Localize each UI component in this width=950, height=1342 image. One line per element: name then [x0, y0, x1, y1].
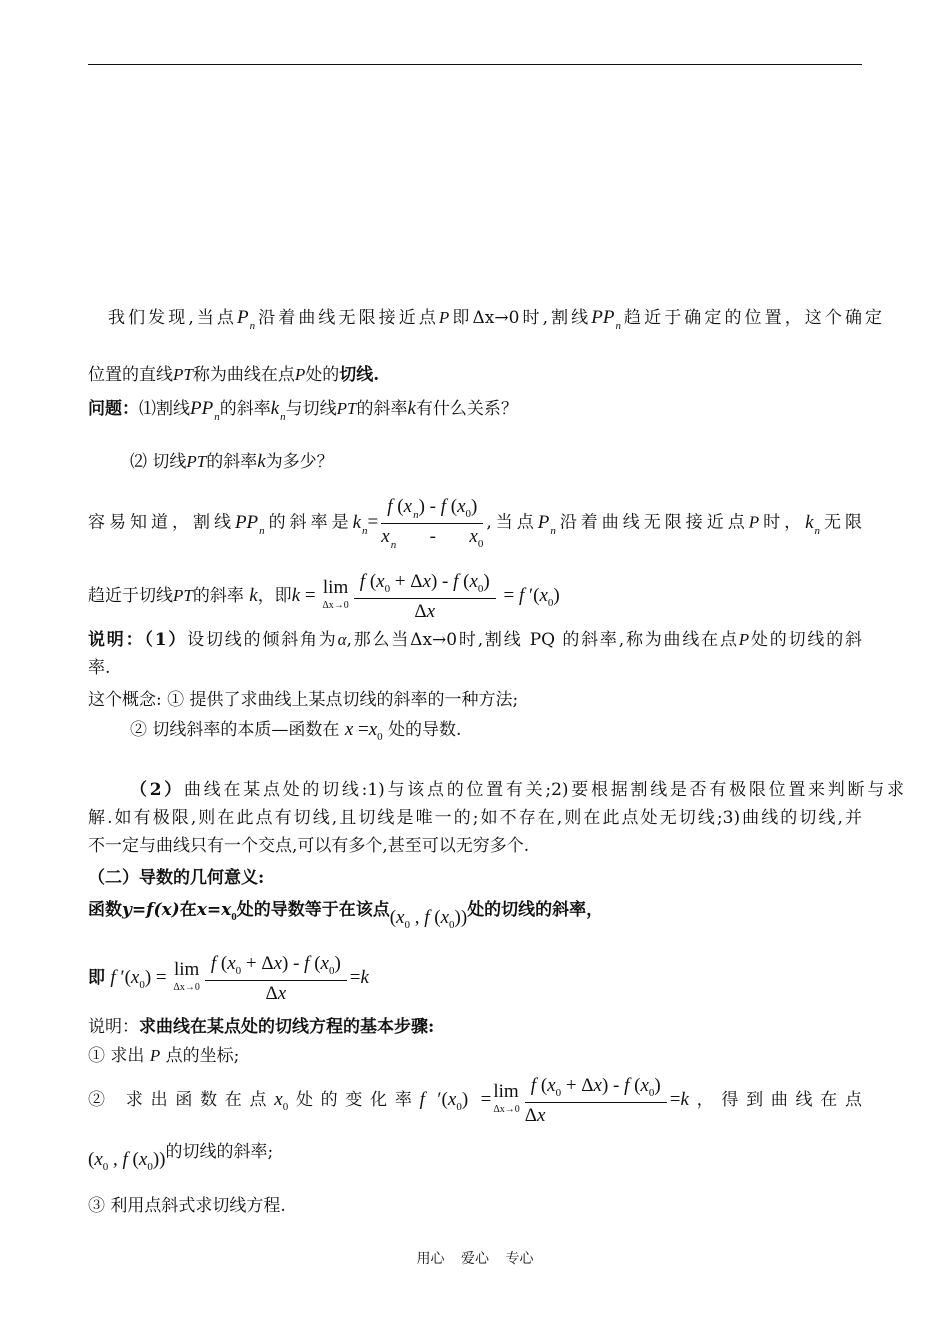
- question-2: ⑵ 切线PT的斜率k为多少？: [130, 451, 334, 472]
- note-1-line-1: 说明：（1）设切线的倾斜角为α,那么当Δx→0时,割线 PQ 的斜率,称为曲线在点P处的切线的斜: [88, 630, 862, 650]
- math-kn: $k_n$: [805, 511, 821, 537]
- math-alpha: α: [337, 630, 347, 649]
- math-dx-to-0: Δx→0: [472, 308, 520, 328]
- math-PPn: $PP_n$: [190, 398, 220, 423]
- note-1-line-2: 率.: [88, 658, 111, 678]
- text: 我们发现,当点: [108, 308, 237, 328]
- step-2-line-1: ② 求出函数在点$x_0$处的变化率f $'(x_0)$ = lim Δx→0 $\frac{f (x_0 + \Delta x) - f (x_0)}{\Delta x}$ =k，得到曲线在点: [88, 1074, 863, 1126]
- step-2-line-2: ($x_0$ , f $(x_0)$)的切线的斜率;: [88, 1142, 274, 1173]
- math-PT: PT: [173, 365, 193, 384]
- text: 即: [449, 308, 473, 328]
- geometric-meaning: 函数y=f(x)在$x=x_0$处的导数等于在该点($x_0$ , f $(x_0)$)处的切线的斜率，: [88, 900, 604, 931]
- math-kn: $k_n$: [270, 398, 286, 423]
- step-1: ① 求出 P 点的坐标;: [88, 1046, 240, 1066]
- question-label: 问题：: [88, 399, 139, 419]
- question-1: 问题：⑴割线$PP_n$的斜率$k_n$与切线PT的斜率k有什么关系？: [88, 398, 518, 423]
- math-PPn: $PP_n$: [591, 307, 621, 332]
- text: 趋近于确定的位置，这个确定: [620, 308, 883, 328]
- limit-operator: lim Δx→0: [322, 576, 349, 611]
- note-2-line-1: （2）曲线在某点处的切线:1)与该点的位置有关;2)要根据割线是否有极限位置来判断与求: [130, 780, 904, 800]
- text: 沿着曲线无限接近点: [255, 308, 439, 328]
- term-tangent: 切线.: [339, 365, 380, 385]
- paragraph-tangent-definition: 位置的直线PT称为曲线在点P处的切线.: [88, 365, 380, 385]
- paragraph-secant-limit: [88, 306, 882, 332]
- note-2-line-3: 不一定与曲线只有一个交点,可以有多个,甚至可以无穷多个.: [88, 836, 530, 856]
- math-x-eq-x0: $x =x_0$: [344, 719, 383, 743]
- paragraph-secant-slope: 容易知道，割线$PP_n$的斜率是$k_n=$ $\frac{f (x_n) - f (x_0)}{x_n - x_0}$ ,当点$P_n$沿着曲线无限接近点P时，$k_n$无限: [88, 496, 863, 551]
- math-Pn: $P_n$: [236, 307, 256, 332]
- math-P: P: [294, 365, 306, 384]
- math-PT: PT: [186, 452, 207, 471]
- math-P: P: [438, 308, 450, 327]
- step-3: ③ 利用点斜式求切线方程.: [88, 1196, 286, 1216]
- math-kn: $k_n$: [352, 511, 368, 537]
- fraction-derivative: $\frac{f (x_0 + \Delta x) - f (x_0)}{\Delta x}$: [354, 569, 496, 625]
- concept-line-2: ② 切线斜率的本质—函数在 $x =x_0$ 处的导数.: [130, 719, 462, 743]
- math-k: k: [407, 398, 416, 419]
- header-rule: [88, 64, 862, 65]
- text: 时,割线: [519, 308, 592, 328]
- math-k: k: [257, 451, 266, 472]
- math-point: ($x_0$ , f $(x_0)$): [389, 907, 468, 931]
- note-2-line-2: 解.如有极限,则在此点有切线,且切线是唯一的;如不存在,则在此点处无切线;3)曲线的切线,并: [88, 808, 862, 828]
- math-Pn: $P_n$: [537, 511, 556, 537]
- math-PT: PT: [336, 399, 357, 418]
- math-PPn: $PP_n$: [234, 511, 265, 537]
- concept-line-1: 这个概念: ① 提供了求曲线上某点切线的斜率的一种方法;: [88, 690, 519, 710]
- steps-heading: 说明：求曲线在某点处的切线方程的基本步骤:: [88, 1017, 435, 1037]
- page-footer: 用心 爱心 专心: [416, 1251, 534, 1267]
- derivative-formula: 即 f $'(x_0)$ = lim Δx→0 $\frac{f (x_0 + \Delta x) - f (x_0)}{\Delta x}$ =k: [88, 950, 862, 1008]
- fraction-secant-slope: $\frac{f (x_n) - f (x_0)}{x_n - x_0}$: [381, 496, 484, 551]
- fraction-derivative: $\frac{f (x_0 + \Delta x) - f (x_0)}{\Delta x}$: [205, 951, 347, 1007]
- paragraph-tangent-limit: 趋近于切线PT的斜率 k，即k = lim Δx→0 $\frac{f (x_0 + \Delta x) - f (x_0)}{\Delta x}$ = f $'(x_0)$: [88, 568, 862, 626]
- section-title: （二）导数的几何意义:: [88, 868, 265, 888]
